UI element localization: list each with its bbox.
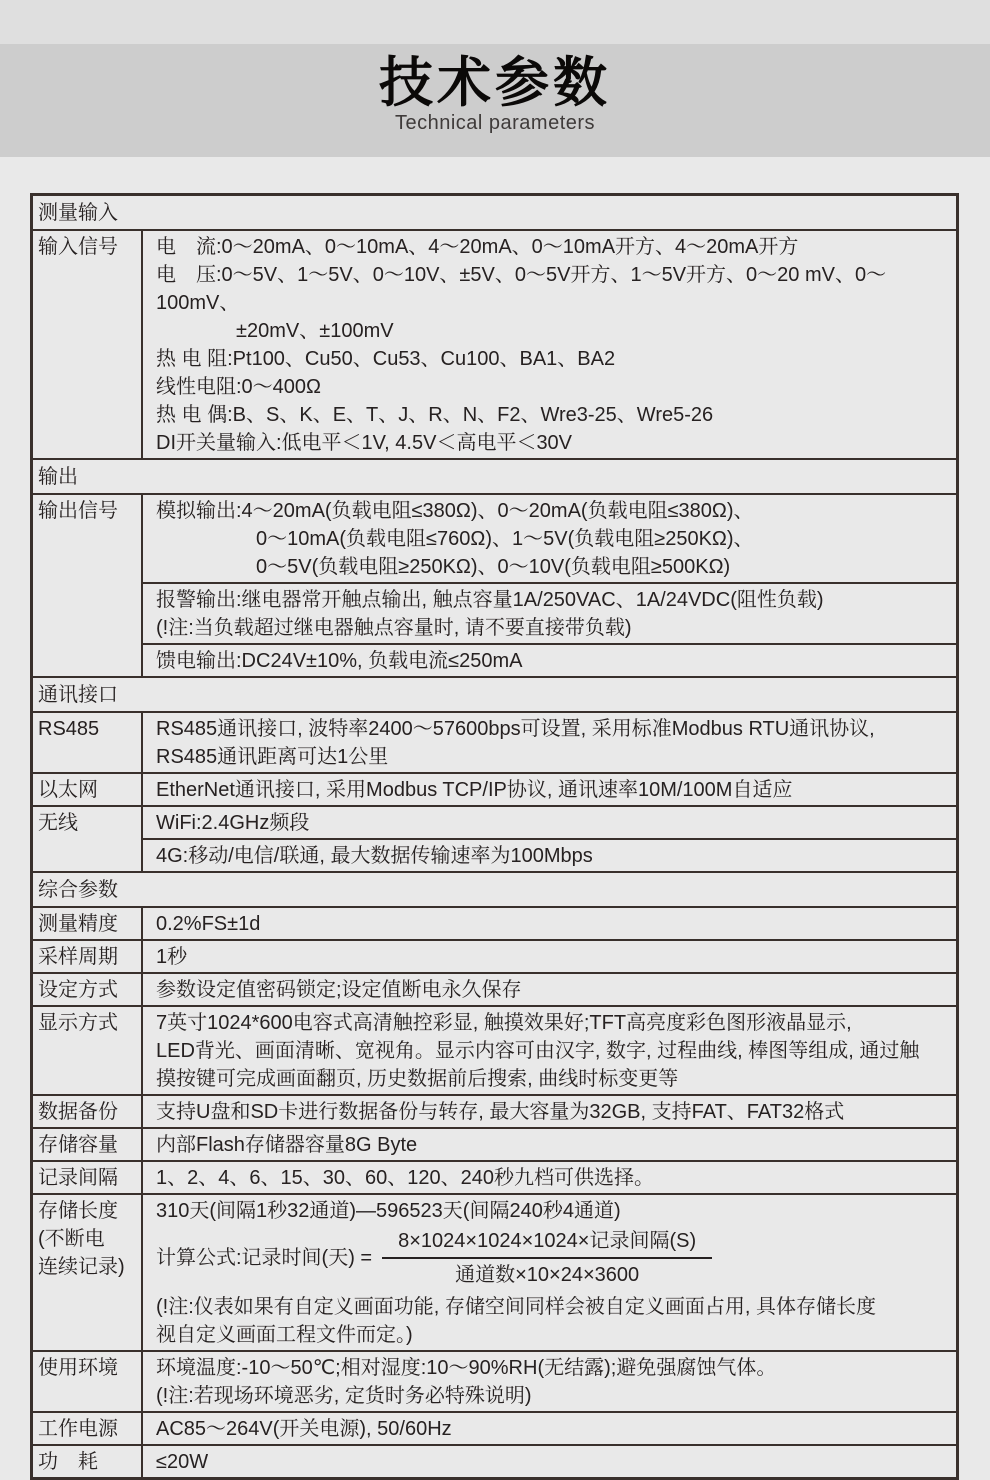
- row-content-setting-mode: [143, 974, 956, 1005]
- content-line: 0～5V(负载电阻≥250KΩ)、0～10V(负载电阻≥500KΩ): [156, 556, 731, 578]
- row-label-input-signal: 输入信号: [33, 231, 143, 458]
- setting-mode-block: [143, 974, 956, 1005]
- label-line: 连续记录): [38, 1256, 125, 1278]
- content-line: 0.2%FS±1d: [156, 913, 261, 935]
- analog-output-block: [143, 495, 956, 582]
- row-label-data-backup: 数据备份: [33, 1096, 143, 1127]
- content-line: 摸按键可完成画面翻页, 历史数据前后搜索, 曲线时标变更等: [156, 1068, 679, 1090]
- ethernet-block: [143, 774, 956, 805]
- row-input-signal: [33, 229, 956, 458]
- row-output-signal: [33, 493, 956, 676]
- row-label-power-supply: 工作电源: [33, 1413, 143, 1444]
- content-line: 310天(间隔1秒32通道)—596523天(间隔240秒4通道): [156, 1200, 621, 1222]
- row-content-wireless: [143, 807, 956, 871]
- content-line: 内部Flash存储器容量8G Byte: [156, 1134, 418, 1156]
- row-setting-mode: [33, 972, 956, 1005]
- label-line: 存储长度: [38, 1200, 118, 1222]
- row-label-power-consumption: 功 耗: [33, 1446, 143, 1477]
- wifi-block: [143, 807, 956, 838]
- row-content-display-mode: [143, 1007, 956, 1094]
- content-line: 馈电输出:DC24V±10%, 负载电流≤250mA: [156, 650, 523, 672]
- row-label-output-signal: 输出信号: [33, 495, 143, 676]
- spec-table-area: [30, 193, 959, 1480]
- content-line: (!注:若现场环境恶劣, 定货时务必特殊说明): [156, 1385, 532, 1407]
- row-label-setting-mode: 设定方式: [33, 974, 143, 1005]
- row-content-power-consumption: [143, 1446, 956, 1477]
- content-line: 报警输出:继电器常开触点输出, 触点容量1A/250VAC、1A/24VDC(阻性负载): [156, 589, 824, 611]
- row-environment: [33, 1350, 956, 1411]
- row-content-output-signal: [143, 495, 956, 676]
- label-line: (不断电: [38, 1228, 105, 1250]
- row-content-storage-capacity: [143, 1129, 956, 1160]
- content-line: 视自定义画面工程文件而定。): [156, 1324, 413, 1346]
- content-line: RS485通讯距离可达1公里: [156, 746, 389, 768]
- content-line: 7英寸1024*600电容式高清触控彩显, 触摸效果好;TFT高亮度彩色图形液晶显示,: [156, 1012, 852, 1034]
- content-line: 热 电 阻:Pt100、Cu50、Cu53、Cu100、BA1、BA2: [156, 348, 616, 370]
- formula-numerator: 8×1024×1024×1024×记录间隔(S): [382, 1227, 712, 1259]
- power-supply-block: [143, 1413, 956, 1444]
- row-content-environment: [143, 1352, 956, 1411]
- content-line: 电 流:0～20mA、0～10mA、4～20mA、0～10mA开方、4～20mA开方: [156, 236, 799, 258]
- content-line: 1秒: [156, 946, 188, 968]
- row-record-interval: [33, 1160, 956, 1193]
- row-content-rs485: [143, 713, 956, 772]
- record-interval-block: [143, 1162, 956, 1193]
- content-line: DI开关量输入:低电平＜1V, 4.5V＜高电平＜30V: [156, 432, 573, 454]
- section-header-output: 输出: [33, 458, 956, 493]
- content-line: ±20mV、±100mV: [156, 320, 394, 342]
- section-header-measure-input: 测量输入: [38, 202, 118, 224]
- alarm-output-block: [143, 582, 956, 643]
- row-data-backup: [33, 1094, 956, 1127]
- formula-denominator: 通道数×10×24×3600: [455, 1264, 640, 1286]
- top-strip: [0, 0, 990, 44]
- row-storage-capacity: [33, 1127, 956, 1160]
- content-line: 4G:移动/电信/联通, 最大数据传输速率为100Mbps: [156, 845, 593, 867]
- row-content-accuracy: [143, 908, 956, 939]
- row-label-ethernet: 以太网: [33, 774, 143, 805]
- display-mode-block: [143, 1007, 956, 1094]
- row-storage-length: [33, 1193, 956, 1350]
- row-content-power-supply: [143, 1413, 956, 1444]
- row-label-environment: 使用环境: [33, 1352, 143, 1411]
- row-content-data-backup: [143, 1096, 956, 1127]
- formula-fraction: [382, 1227, 712, 1289]
- content-line: RS485通讯接口, 波特率2400～57600bps可设置, 采用标准Modbus RTU通讯协议,: [156, 718, 875, 740]
- rs485-block: [143, 713, 956, 772]
- row-content-record-interval: [143, 1162, 956, 1193]
- row-label-storage-capacity: 存储容量: [33, 1129, 143, 1160]
- content-line: 线性电阻:0～400Ω: [156, 376, 321, 398]
- storage-formula: [156, 1227, 946, 1289]
- content-line: 环境温度:-10～50℃;相对湿度:10～90%RH(无结露);避免强腐蚀气体。: [156, 1357, 777, 1379]
- row-label-record-interval: 记录间隔: [33, 1162, 143, 1193]
- accuracy-block: [143, 908, 956, 939]
- content-line: ≤20W: [156, 1451, 209, 1473]
- spec-table: [30, 193, 959, 1480]
- content-line: WiFi:2.4GHz频段: [156, 812, 310, 834]
- formula-prefix: 计算公式:记录时间(天) =: [156, 1247, 373, 1269]
- row-ethernet: [33, 772, 956, 805]
- content-line: LED背光、画面清晰、宽视角。显示内容可由汉字, 数字, 过程曲线, 棒图等组成, 通过触: [156, 1040, 920, 1062]
- row-wireless: [33, 805, 956, 871]
- section-header-comm: 通讯接口: [33, 676, 956, 711]
- content-line: 参数设定值密码锁定;设定值断电永久保存: [156, 979, 522, 1001]
- feed-output-block: [143, 643, 956, 676]
- row-content-storage-length: [143, 1195, 956, 1350]
- row-power-supply: [33, 1411, 956, 1444]
- page-subtitle: Technical parameters: [394, 112, 596, 134]
- storage-capacity-block: [143, 1129, 956, 1160]
- input-signal-block: [143, 231, 956, 458]
- content-line: (!注:当负载超过继电器触点容量时, 请不要直接带负载): [156, 617, 632, 639]
- row-rs485: [33, 711, 956, 772]
- content-line: 支持U盘和SD卡进行数据备份与转存, 最大容量为32GB, 支持FAT、FAT32格式: [156, 1101, 845, 1123]
- row-display-mode: [33, 1005, 956, 1094]
- content-line: 模拟输出:4～20mA(负载电阻≤380Ω)、0～20mA(负载电阻≤380Ω)、: [156, 500, 754, 522]
- row-content-ethernet: [143, 774, 956, 805]
- content-line: 0～10mA(负载电阻≤760Ω)、1～5V(负载电阻≥250KΩ)、: [156, 528, 754, 550]
- row-label-storage-length: [33, 1195, 143, 1350]
- sample-period-block: [143, 941, 956, 972]
- environment-block: [143, 1352, 956, 1411]
- row-label-rs485: RS485: [33, 713, 143, 772]
- data-backup-block: [143, 1096, 956, 1127]
- section-header-general: 综合参数: [33, 871, 956, 906]
- row-content-input-signal: [143, 231, 956, 458]
- content-line: 热 电 偶:B、S、K、E、T、J、R、N、F2、Wre3-25、Wre5-26: [156, 404, 714, 426]
- row-sample-period: [33, 939, 956, 972]
- storage-length-block: [143, 1195, 956, 1350]
- content-line: 电 压:0～5V、1～5V、0～10V、±5V、0～5V开方、1～5V开方、0～20 mV、0～100mV、: [156, 264, 887, 314]
- page-header: [0, 44, 990, 157]
- row-label-display-mode: 显示方式: [33, 1007, 143, 1094]
- content-line: 1、2、4、6、15、30、60、120、240秒九档可供选择。: [156, 1167, 654, 1189]
- content-line: (!注:仪表如果有自定义画面功能, 存储空间同样会被自定义画面占用, 具体存储长度: [156, 1296, 876, 1318]
- row-label-sample-period: 采样周期: [33, 941, 143, 972]
- row-label-wireless: 无线: [33, 807, 143, 871]
- content-line: AC85～264V(开关电源), 50/60Hz: [156, 1418, 452, 1440]
- row-accuracy: [33, 906, 956, 939]
- 4g-block: [143, 838, 956, 871]
- page-title: 技术参数: [379, 53, 611, 113]
- row-power-consumption: [33, 1444, 956, 1477]
- content-line: EtherNet通讯接口, 采用Modbus TCP/IP协议, 通讯速率10M/100M自适应: [156, 779, 793, 801]
- row-content-sample-period: [143, 941, 956, 972]
- power-consumption-block: [143, 1446, 956, 1477]
- row-label-accuracy: 测量精度: [33, 908, 143, 939]
